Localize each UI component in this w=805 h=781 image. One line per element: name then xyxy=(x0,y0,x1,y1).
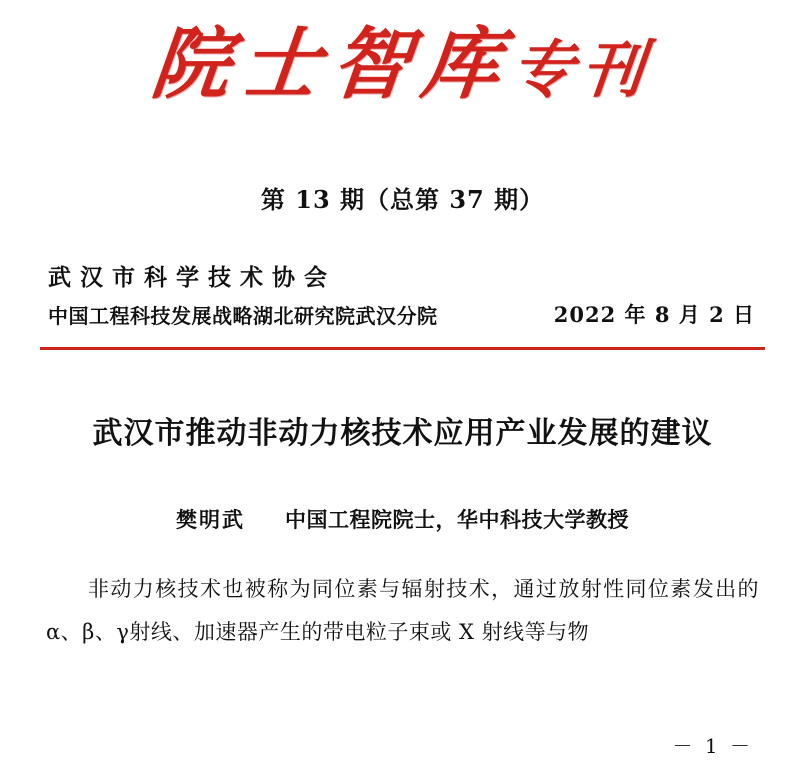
publication-title-sub: 专刊 xyxy=(508,33,656,106)
publisher-block xyxy=(40,259,765,333)
publication-title-main: 院士智库 xyxy=(147,19,518,110)
article-paragraph: 非动力核技术也被称为同位素与辐射技术，通过放射性同位素发出的α、β、γ射线、加速器产生的带电粒子束或 X 射线等与物 xyxy=(46,577,759,645)
article-affiliation: 中国工程院院士，华中科技大学教授 xyxy=(285,507,629,532)
article-title: 武汉市推动非动力核技术应用产业发展的建议 xyxy=(92,416,713,451)
publish-date: 2022 年 8 月 2 日 xyxy=(553,302,755,327)
article-author: 樊明武 xyxy=(176,507,245,532)
red-divider xyxy=(40,347,765,350)
publication-title xyxy=(147,19,656,110)
page-number: － 1 － xyxy=(672,734,753,758)
issue-number: 第 13 期（总第 37 期） xyxy=(260,185,545,214)
publisher-organization: 武汉市科学技术协会 xyxy=(48,264,336,291)
masthead xyxy=(40,0,765,144)
article-body xyxy=(40,568,765,654)
byline xyxy=(40,504,765,534)
article xyxy=(40,408,765,654)
publisher-sub-organization: 中国工程科技发展战略湖北研究院武汉分院 xyxy=(48,304,438,328)
